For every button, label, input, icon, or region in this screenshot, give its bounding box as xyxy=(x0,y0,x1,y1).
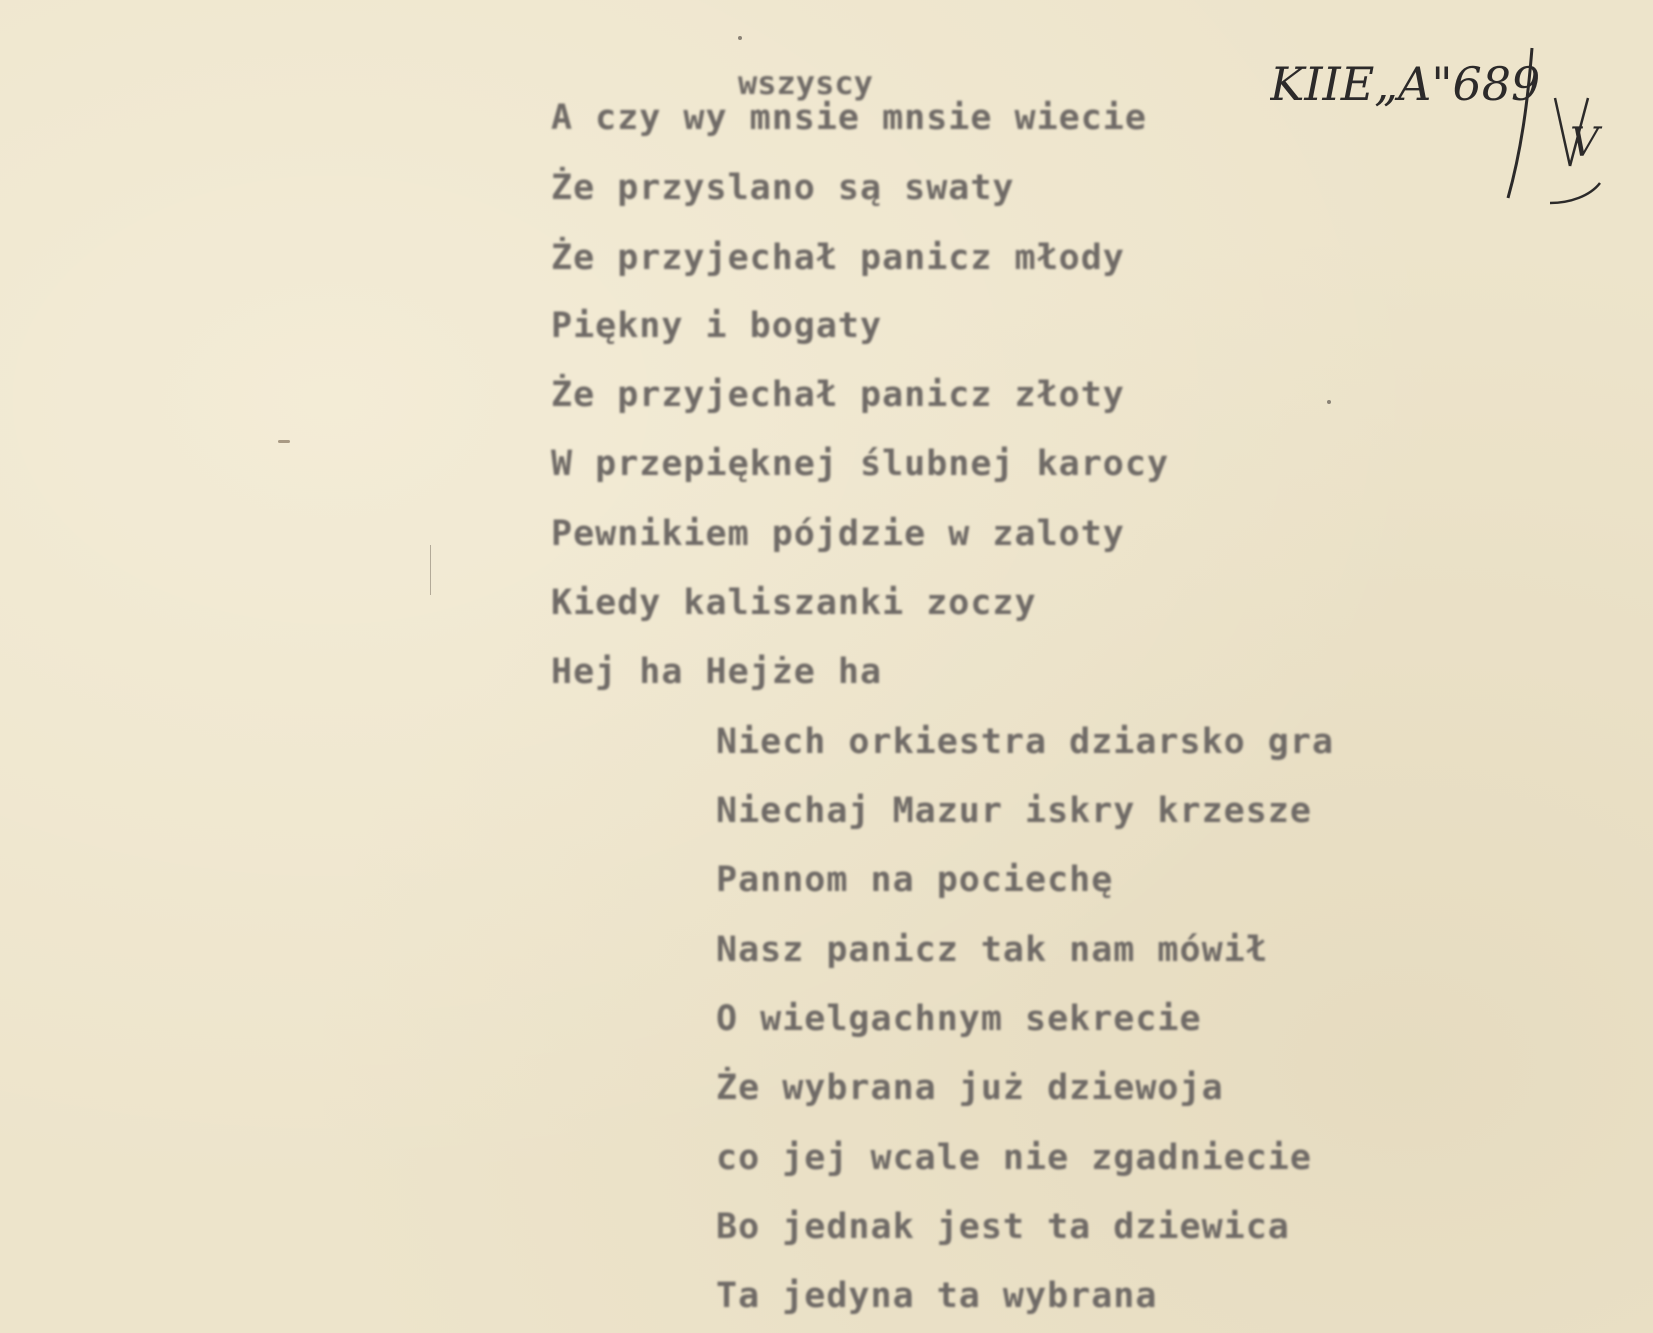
text-line: Kiedy kaliszanki zoczy xyxy=(551,583,1037,623)
paper-speck xyxy=(278,440,290,443)
text-line: co jej wcale nie zgadniecie xyxy=(716,1138,1312,1178)
archive-mark-text: KIIE„A"689 xyxy=(1270,57,1541,111)
text-line: Pannom na pociechę xyxy=(716,860,1114,900)
margin-mark xyxy=(430,545,431,595)
text-line: O wielgachnym sekrecie xyxy=(716,999,1202,1039)
text-line: Pewnikiem pójdzie w zaloty xyxy=(551,514,1125,554)
text-line: Nasz panicz tak nam mówił xyxy=(716,930,1268,970)
text-line: Że wybrana już dziewoja xyxy=(716,1068,1224,1108)
text-line: Że przyjechał panicz młody xyxy=(551,238,1125,278)
text-line: Że przyjechał panicz złoty xyxy=(551,375,1125,415)
speaker-heading: wszyscy xyxy=(738,64,873,102)
text-line: Że przyslano są swaty xyxy=(551,168,1015,208)
archive-mark-suffix: V xyxy=(1570,120,1599,166)
paper-speck xyxy=(1327,400,1331,404)
text-line: Niechaj Mazur iskry krzesze xyxy=(716,791,1312,831)
text-line: A czy wy mnsie mnsie wiecie xyxy=(551,98,1147,138)
text-line: Ta jedyna ta wybrana xyxy=(716,1276,1158,1316)
archive-handwritten-mark xyxy=(1270,38,1630,218)
text-line: Niech orkiestra dziarsko gra xyxy=(716,722,1335,762)
archive-mark-graphic xyxy=(1270,38,1630,218)
text-line: Hej ha Hejże ha xyxy=(551,652,883,692)
text-line: Piękny i bogaty xyxy=(551,306,883,346)
text-line: W przepięknej ślubnej karocy xyxy=(551,444,1170,484)
paper-speck xyxy=(738,36,742,40)
text-line: Bo jednak jest ta dziewica xyxy=(716,1207,1290,1247)
